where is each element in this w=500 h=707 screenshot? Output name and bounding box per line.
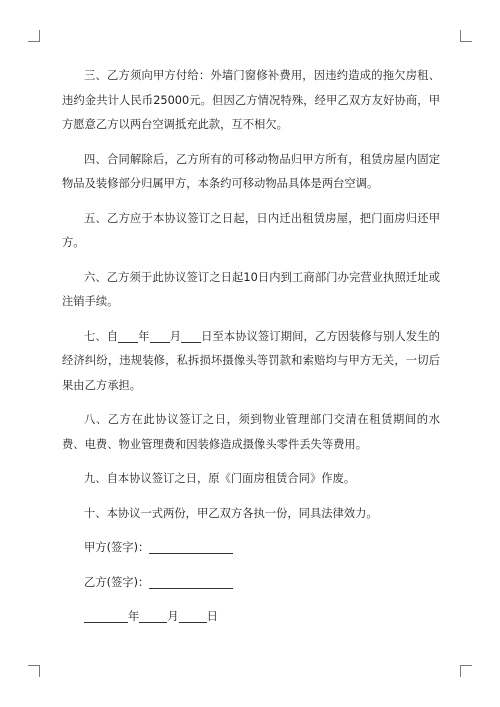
party-a-label: 甲方(签字)：	[84, 541, 150, 554]
date-month-blank	[139, 609, 167, 623]
clause-7-rest: 日至本协议签订期间，乙方因装修与别人发生的经济纠纷，违规装修，私拆损坏摄像头等罚款和索赔均与甲方无关，一切后果由乙方承担。	[62, 329, 440, 392]
date-month-label: 月	[167, 610, 179, 623]
clause-7-month: 月	[169, 329, 182, 343]
clause-9: 九、自本协议签订之日，原《门面房租赁合同》作废。	[84, 472, 356, 485]
clause-5: 五、乙方应于本协议签订之日起，日内迁出租赁房屋，把门面房归还甲方。	[62, 211, 440, 249]
date-day-label: 日	[206, 610, 218, 623]
clause-10: 十、本协议一式两份，甲乙双方各执一份，同具法律效力。	[84, 506, 378, 520]
clause-3: 三、乙方须向甲方付给：外墙门窗修补费用，因违约造成的拖欠房租、违约金共计人民币25000元。但因乙方情况特殊，经甲乙双方友好协商，甲方愿意乙方以两台空调抵充此款，互不相欠。	[62, 69, 440, 131]
crop-mark-bottom-right	[460, 665, 472, 677]
party-b-label: 乙方(签字)：	[84, 575, 150, 589]
blank-year	[118, 329, 138, 343]
party-b-signature-line	[149, 575, 233, 589]
document-body	[62, 64, 440, 640]
date-year-blank	[84, 609, 128, 623]
date-year-label: 年	[128, 610, 140, 623]
crop-mark-top-left	[28, 30, 40, 42]
crop-mark-bottom-left	[28, 665, 40, 677]
signature-party-a	[62, 536, 440, 561]
clause-7-year: 年	[138, 329, 150, 343]
blank-month	[150, 329, 170, 343]
party-a-signature-line	[149, 540, 233, 554]
clause-7	[62, 325, 440, 399]
date-line	[62, 605, 440, 630]
clause-4: 四、合同解除后，乙方所有的可移动物品归甲方所有，租赁房屋内固定物品及装修部分归属甲方，本条约可移动物品具体是两台空调。	[62, 152, 440, 190]
clause-7-prefix: 七、自	[84, 329, 119, 343]
blank-day	[181, 329, 201, 343]
clause-8: 八、乙方在此协议签订之日，须到物业管理部门交清在租赁期间的水费、电费、物业管理费和因装修造成摄像头零件丢失等费用。	[62, 413, 440, 451]
signature-party-b	[62, 571, 440, 596]
clause-6: 六、乙方须于此协议签订之日起10日内到工商部门办完营业执照迁址或注销手续。	[62, 270, 440, 308]
date-day-blank	[179, 609, 207, 623]
crop-mark-top-right	[460, 30, 472, 42]
